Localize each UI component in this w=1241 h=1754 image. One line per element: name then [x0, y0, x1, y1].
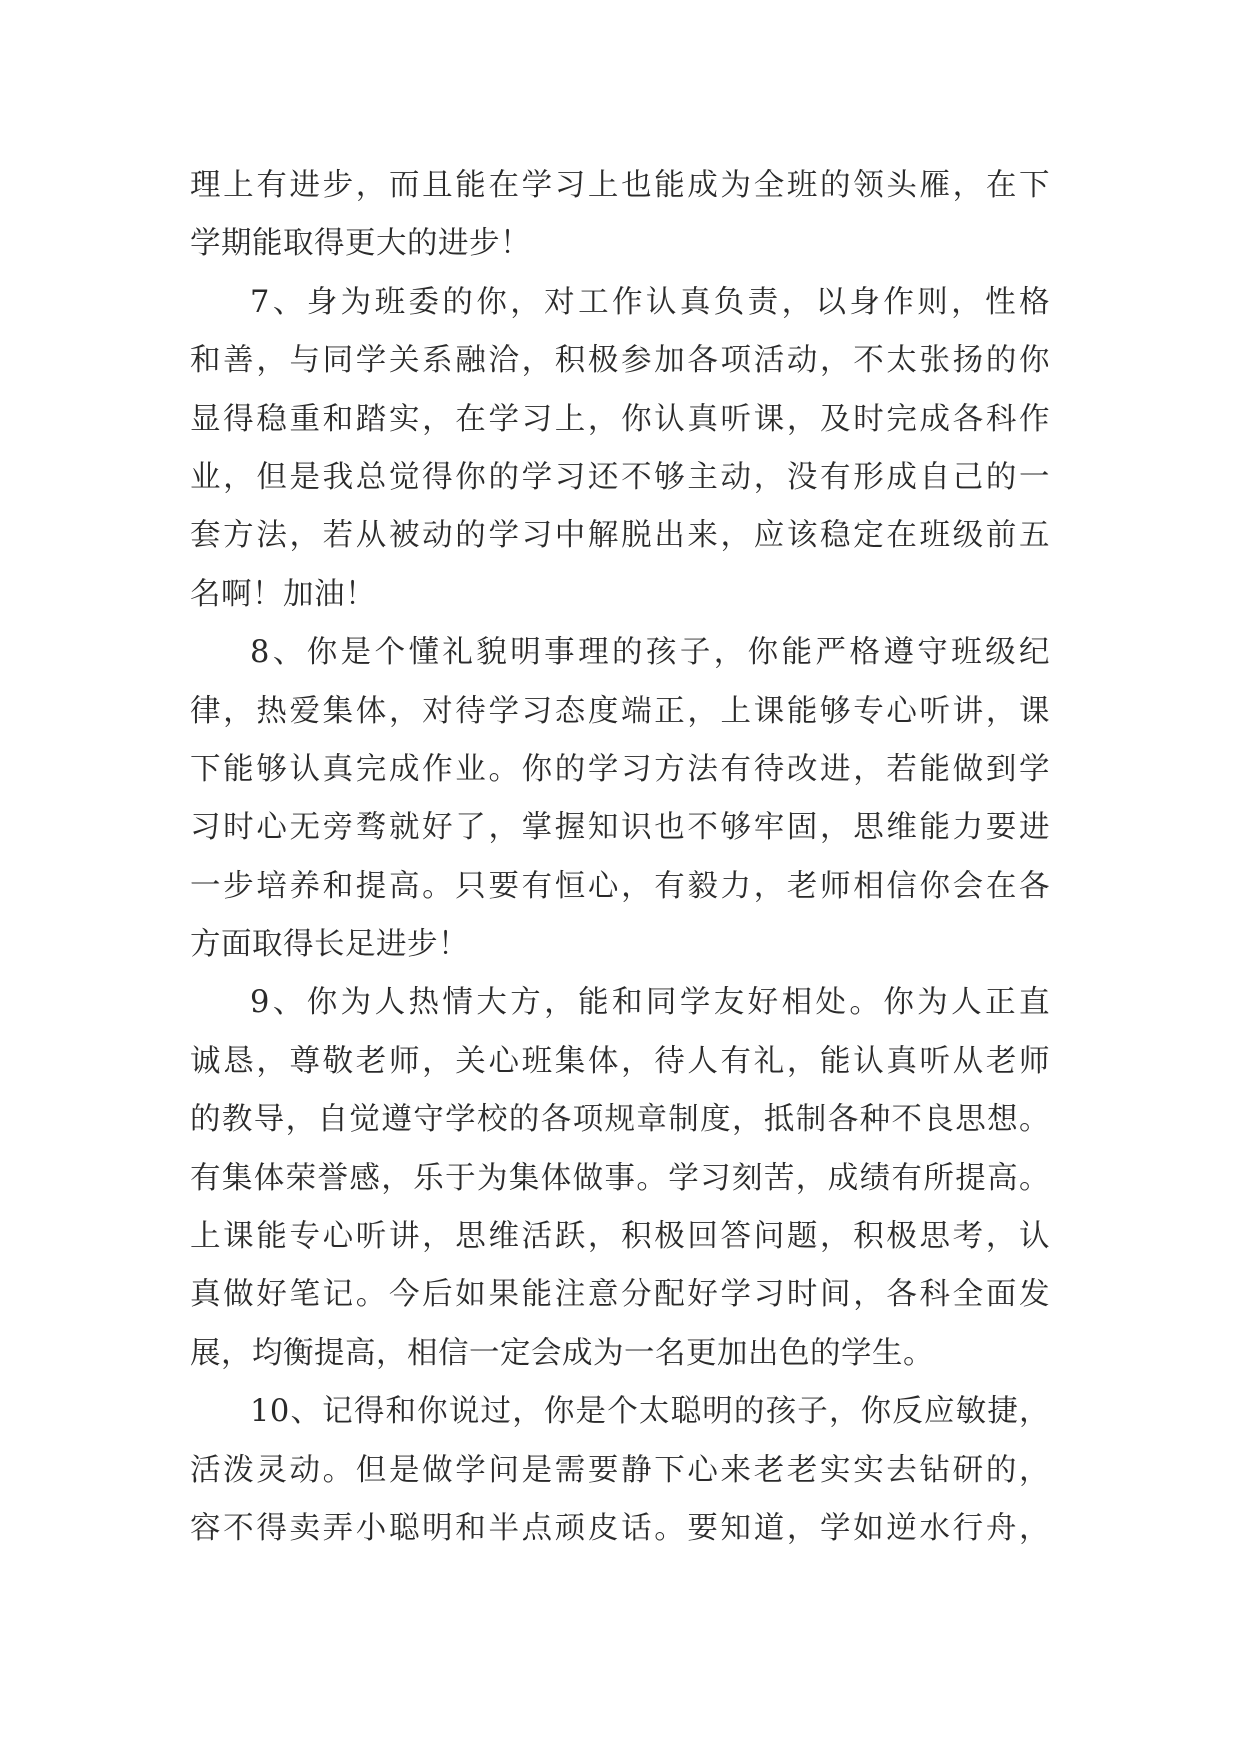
text-line: 学期能取得更大的进步！ — [190, 226, 531, 262]
text-line: 一步培养和提高。只要有恒心，有毅力，老师相信你会在各 — [190, 868, 1050, 904]
text-line: 10、记得和你说过，你是个太聪明的孩子，你反应敏捷， — [250, 1394, 1050, 1430]
text-line: 的教导，自觉遵守学校的各项规章制度，抵制各种不良思想。 — [190, 1102, 1050, 1138]
text-line: 真做好笔记。今后如果能注意分配好学习时间，各科全面发 — [190, 1277, 1050, 1313]
text-line: 诚恳，尊敬老师，关心班集体，待人有礼，能认真听从老师 — [190, 1043, 1050, 1079]
text-line: 律，热爱集体，对待学习态度端正，上课能够专心听讲，课 — [190, 693, 1050, 729]
document-body-text — [190, 157, 1050, 1558]
text-line: 方面取得长足进步！ — [190, 927, 469, 963]
text-line: 套方法，若从被动的学习中解脱出来，应该稳定在班级前五 — [190, 518, 1050, 554]
text-line: 容不得卖弄小聪明和半点顽皮话。要知道，学如逆水行舟， — [190, 1510, 1050, 1546]
text-line: 和善，与同学关系融洽，积极参加各项活动，不太张扬的你 — [190, 343, 1050, 379]
text-line: 8、你是个懂礼貌明事理的孩子，你能严格遵守班级纪 — [250, 635, 1050, 671]
text-line: 业，但是我总觉得你的学习还不够主动，没有形成自己的一 — [190, 459, 1050, 495]
text-line: 下能够认真完成作业。你的学习方法有待改进，若能做到学 — [190, 751, 1050, 787]
text-line: 理上有进步，而且能在学习上也能成为全班的领头雁，在下 — [190, 168, 1050, 203]
text-line: 有集体荣誉感，乐于为集体做事。学习刻苦，成绩有所提高。 — [190, 1160, 1050, 1196]
text-line: 9、你为人热情大方，能和同学友好相处。你为人正直 — [250, 985, 1050, 1021]
text-line: 上课能专心听讲，思维活跃，积极回答问题，积极思考，认 — [190, 1219, 1050, 1255]
text-line: 展，均衡提高，相信一定会成为一名更加出色的学生。 — [190, 1335, 934, 1371]
text-line: 7、身为班委的你，对工作认真负责，以身作则，性格 — [250, 284, 1050, 320]
text-line: 习时心无旁骛就好了，掌握知识也不够牢固，思维能力要进 — [190, 810, 1050, 846]
text-line: 活泼灵动。但是做学问是需要静下心来老老实实去钻研的， — [190, 1452, 1050, 1488]
text-line: 名啊！加油！ — [190, 576, 376, 612]
text-line: 显得稳重和踏实，在学习上，你认真听课，及时完成各科作 — [190, 401, 1050, 437]
